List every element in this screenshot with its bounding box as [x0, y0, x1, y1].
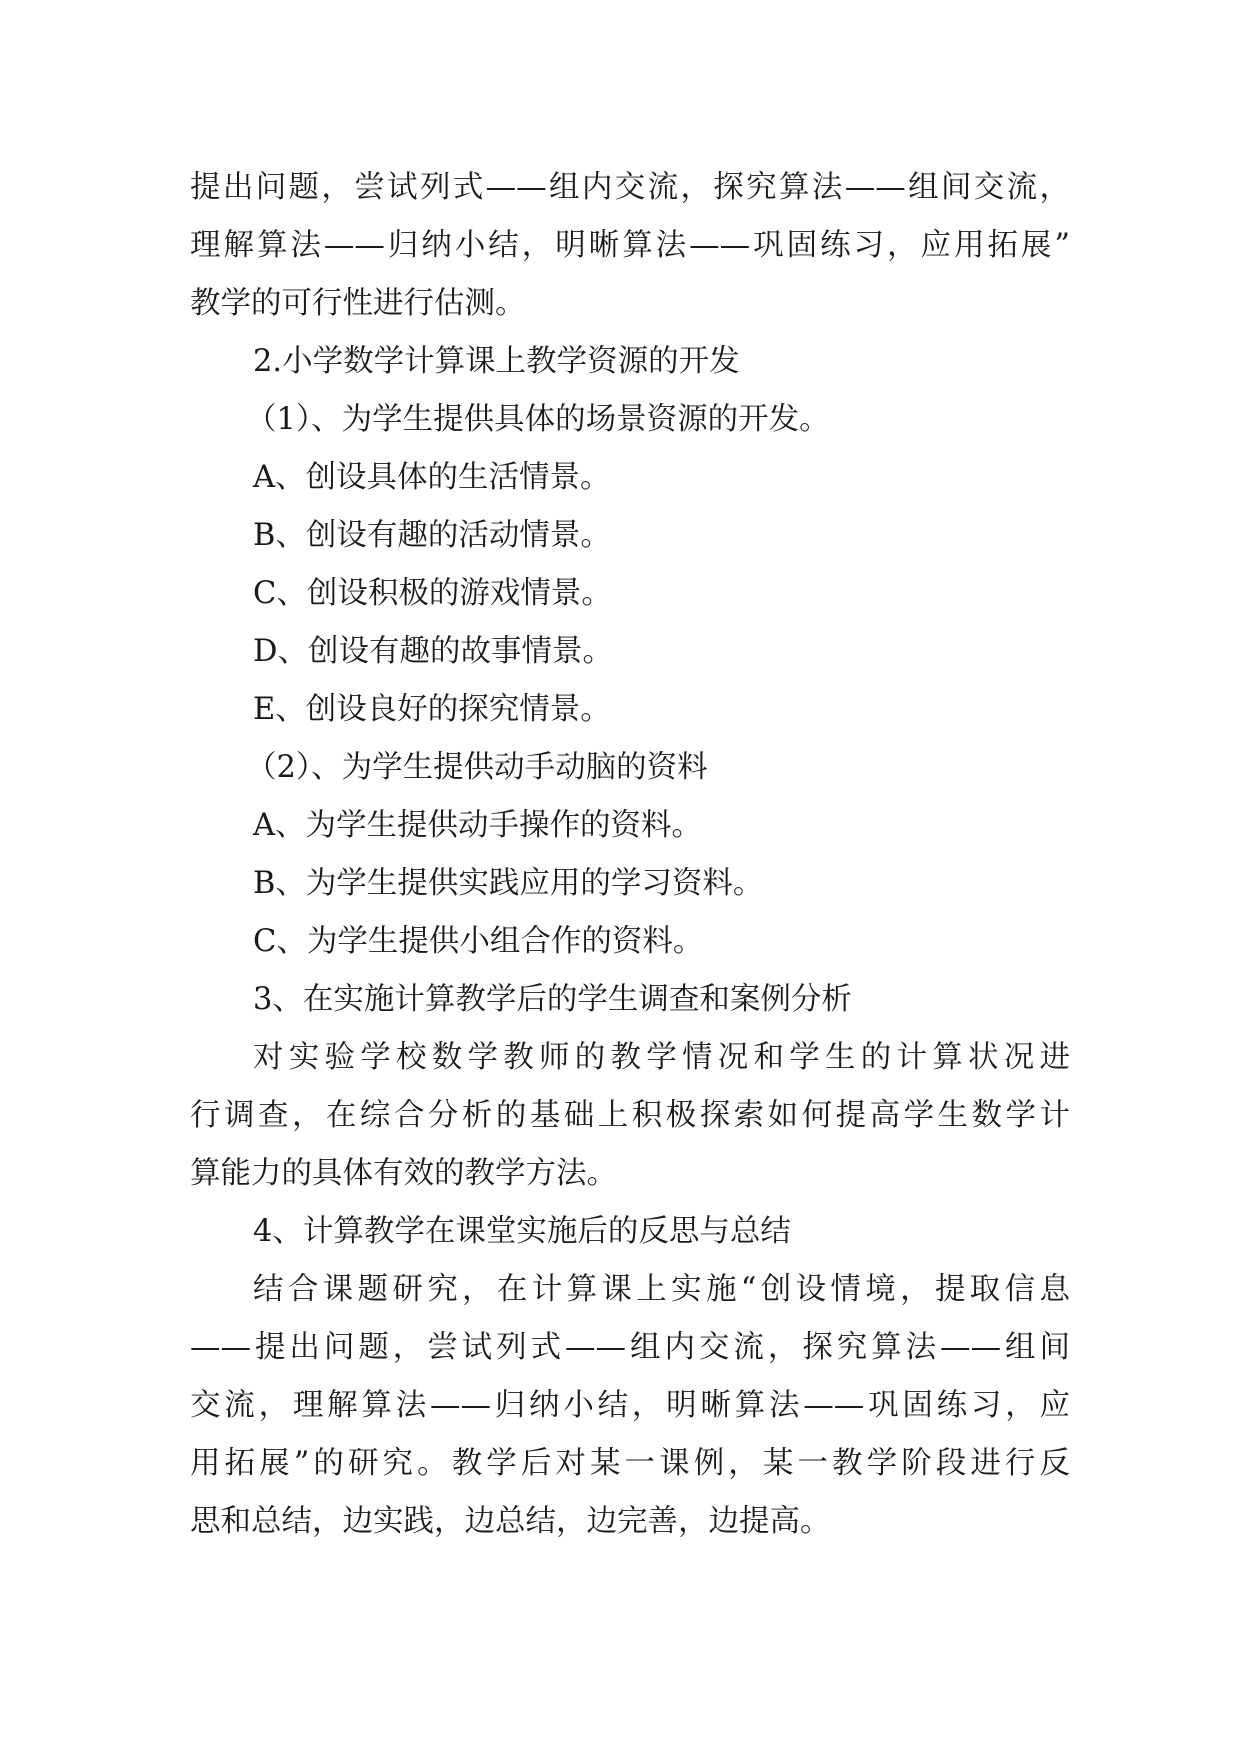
paragraph-4-line-2: ——提出问题，尝试列式——组内交流，探究算法——组间 — [190, 1330, 1070, 1365]
paragraph-3-line-3: 算能力的具体有效的教学方法。 — [190, 1156, 617, 1191]
section-heading-4: 4、计算教学在课堂实施后的反思与总结 — [253, 1214, 791, 1249]
paragraph-4-line-5: 思和总结，边实践，边总结，边完善，边提高。 — [190, 1504, 831, 1539]
section-heading-2: 2.小学数学计算课上教学资源的开发 — [253, 344, 740, 379]
paragraph-4-line-3: 交流，理解算法——归纳小结，明晰算法——巩固练习，应 — [190, 1388, 1070, 1423]
section-heading-3: 3、在实施计算教学后的学生调查和案例分析 — [253, 982, 852, 1017]
list-item-2a: A、为学生提供动手操作的资料。 — [253, 808, 703, 843]
list-item-1c: C、创设积极的游戏情景。 — [253, 576, 612, 611]
paragraph-3-line-2: 行调查，在综合分析的基础上积极探索如何提高学生数学计 — [190, 1098, 1070, 1133]
paragraph-3-line-1: 对实验学校数学教师的教学情况和学生的计算状况进 — [253, 1040, 1070, 1075]
paragraph-line-3: 教学的可行性进行估测。 — [190, 286, 526, 321]
paragraph-4-line-4: 用拓展”的研究。教学后对某一课例，某一教学阶段进行反 — [190, 1446, 1070, 1481]
subheading-2: （2）、为学生提供动手动脑的资料 — [246, 750, 708, 785]
list-item-2b: B、为学生提供实践应用的学习资料。 — [253, 866, 764, 901]
list-item-1e: E、创设良好的探究情景。 — [253, 692, 611, 727]
list-item-1a: A、创设具体的生活情景。 — [253, 460, 611, 495]
list-item-2c: C、为学生提供小组合作的资料。 — [253, 924, 704, 959]
paragraph-line-2: 理解算法——归纳小结，明晰算法——巩固练习，应用拓展” — [190, 228, 1070, 263]
subheading-1: （1）、为学生提供具体的场景资源的开发。 — [246, 402, 830, 437]
list-item-1b: B、创设有趣的活动情景。 — [253, 518, 611, 553]
paragraph-4-line-1: 结合课题研究，在计算课上实施“创设情境，提取信息 — [253, 1272, 1070, 1307]
list-item-1d: D、创设有趣的故事情景。 — [253, 634, 613, 669]
paragraph-line-1: 提出问题，尝试列式——组内交流，探究算法——组间交流， — [190, 170, 1070, 205]
